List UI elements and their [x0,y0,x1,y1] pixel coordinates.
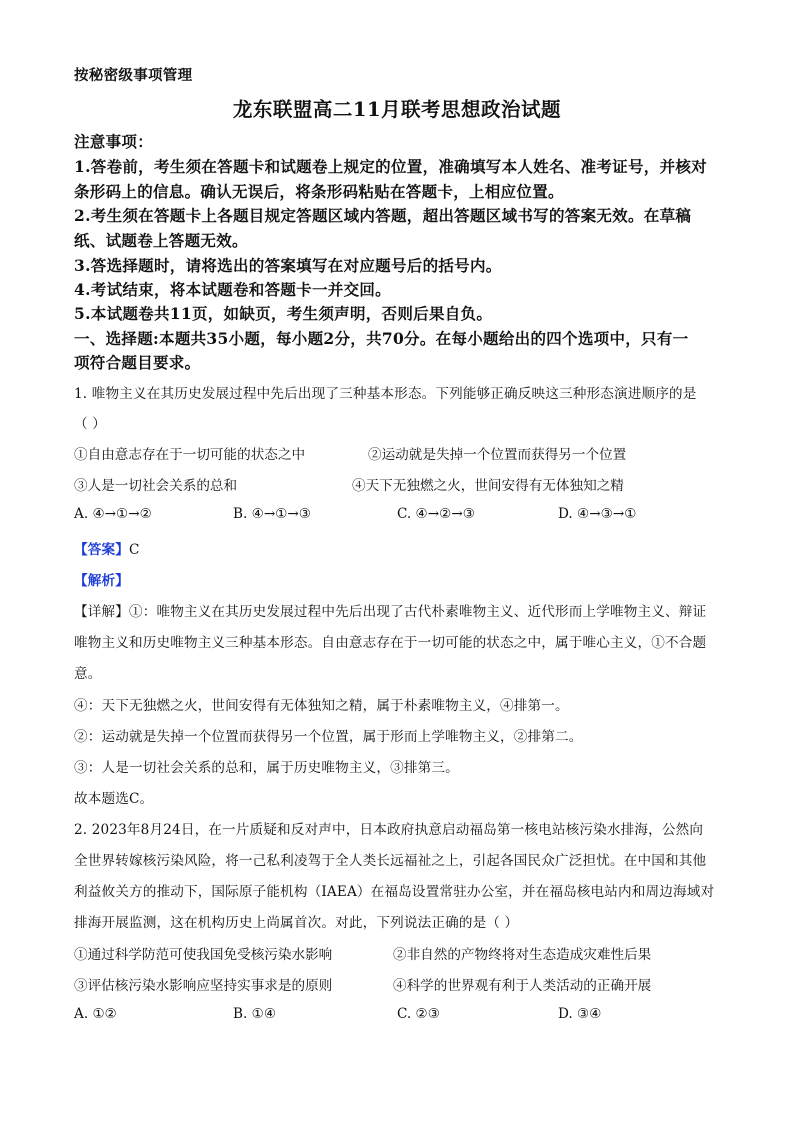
q1-analysis-label [74,569,129,589]
q2-option-a: A. ①② [74,1006,117,1022]
question-2-stem: 利益攸关方的推动下，国际原子能机构（IAEA）在福岛设置常驻办公室，并在福岛核电站内和周边海域对 [74,884,715,900]
q1-conclusion: 故本题选C。 [74,791,154,807]
q2-statement-4: ④科学的世界观有利于人类活动的正确开展 [393,978,652,994]
section-heading: 一、选择题:本题共35小题，每小题2分，共70分。在每小题给出的四个选项中，只有一 [74,329,689,348]
q1-statement-3: ③人是一切社会关系的总和 [74,478,238,494]
notes-heading: 注意事项： [74,132,154,151]
q1-detail: 唯物主义和历史唯物主义三种基本形态。自由意志存在于一切可能的状态之中，属于唯心主义，①不合题 [74,635,707,651]
notes-line: 纸、试题卷上答题无效。 [74,231,248,250]
notes-line: 1.答卷前，考生须在答题卡和试题卷上规定的位置，准确填写本人姓名、准考证号，并核对 [74,157,707,176]
q2-statement-2: ②非自然的产物终将对生态造成灾难性后果 [393,947,652,963]
q1-detail: ④：天下无独燃之火，世间安得有无体独知之精，属于朴素唯物主义，④排第一。 [74,698,569,714]
question-2-stem: 2. 2023年8月24日，在一片质疑和反对声中，日本政府执意启动福岛第一核电站核污染水排海，公然向 [74,822,704,838]
section-heading-cont: 项符合题目要求。 [74,353,201,372]
notes-line: 5.本试题卷共11页，如缺页，考生须声明，否则后果自负。 [74,304,493,323]
q1-option-a: A. ④→①→② [74,506,152,522]
q1-statement-1: ①自由意志存在于一切可能的状态之中 [74,447,306,463]
analysis-label: 【解析】 [74,573,129,589]
q1-option-c: C. ④→②→③ [397,506,475,522]
q1-detail: ②：运动就是失掉一个位置而获得另一个位置，属于形而上学唯物主义，②排第二。 [74,729,583,745]
question-1-bracket: （ ） [74,416,106,432]
q1-detail: 意。 [74,666,102,682]
notes-line: 3.答选择题时，请将选出的答案填写在对应题号后的括号内。 [74,256,502,275]
answer-label: 【答案】 [74,542,129,558]
q1-statement-4: ④天下无独燃之火，世间安得有无体独知之精 [352,478,624,494]
q1-option-b: B. ④→①→③ [233,506,311,522]
q2-option-b: B. ①④ [233,1006,277,1022]
notes-line: 2.考生须在答题卡上各题目规定答题区域内答题，超出答题区域书写的答案无效。在草稿 [74,206,692,225]
q2-option-d: D. ③④ [558,1006,602,1022]
q2-statement-1: ①通过科学防范可使我国免受核污染水影响 [74,947,333,963]
question-1-stem: 1. 唯物主义在其历史发展过程中先后出现了三种基本形态。下列能够正确反映这三种形态演进顺序的是 [74,386,697,402]
answer-value: C [128,542,140,558]
question-2-stem: 全世界转嫁核污染风险，将一己私利凌驾于全人类长远福祉之上，引起各国民众广泛担忧。在中国和其他 [74,853,707,869]
notes-line: 4.考试结束，将本试题卷和答题卡一并交回。 [74,280,391,299]
q2-statement-3: ③评估核污染水影响应坚持实事求是的原则 [74,978,333,994]
q2-option-c: C. ②③ [397,1006,440,1022]
page-title: 龙东联盟高二11月联考思想政治试题 [232,98,562,121]
notes-line: 条形码上的信息。确认无误后，将条形码粘贴在答题卡，上相应位置。 [74,182,564,201]
question-2-stem: 排海开展监测，这在机构历史上尚属首次。对此，下列说法正确的是（ ） [74,915,519,931]
confidential-label: 按秘密级事项管理 [74,67,193,84]
detail-text: 【详解】①：唯物主义在其历史发展过程中先后出现了古代朴素唯物主义、近代形而上学唯物主义、辩证 [74,604,707,620]
q1-detail: ③：人是一切社会关系的总和，属于历史唯物主义，③排第三。 [74,760,459,776]
q1-option-d: D. ④→③→① [558,506,637,522]
q1-statement-2: ②运动就是失掉一个位置而获得另一个位置 [368,447,627,463]
q1-answer [74,538,140,558]
q1-detail [74,600,706,620]
